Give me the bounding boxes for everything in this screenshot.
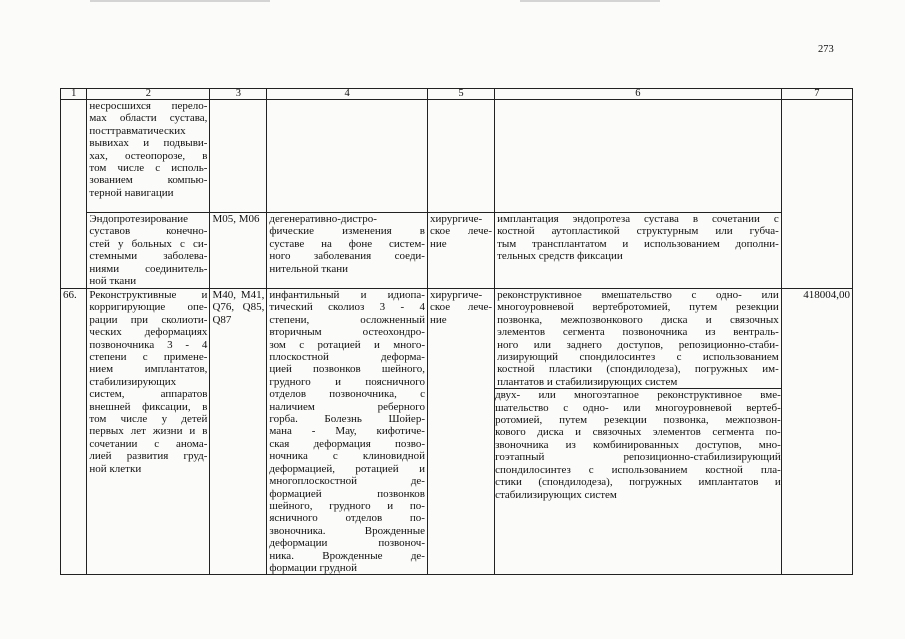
- header-cell-1: 1: [61, 89, 87, 100]
- text-line: плоскостной деформа-: [269, 351, 425, 364]
- text-line: позвоночника 3 - 4: [89, 338, 208, 351]
- text-line: тический сколиоз 3 - 4: [269, 301, 425, 314]
- text-line: звоночника из комбинированных доступов, мно-: [495, 438, 781, 451]
- text-line: нием имплантатов,: [89, 363, 208, 376]
- text-line: вывихах и подвыви-: [89, 137, 208, 150]
- text-line: нительной ткани: [269, 262, 348, 275]
- text-line: хах, остеопорозе, в: [89, 149, 208, 162]
- text-line: ника. Врожденные де-: [269, 549, 425, 562]
- text-line: реконструктивное вмешательство с одно- или: [497, 289, 779, 301]
- cell-number: 66.: [61, 289, 87, 575]
- text-line: ного или заднего доступов, репозиционно-стаби-: [497, 338, 779, 351]
- cell-treatment: [427, 213, 494, 289]
- text-line: степени, осложненный: [269, 313, 425, 326]
- cell-treatment: [427, 289, 494, 575]
- text-line: отделов позвоночника, с: [269, 388, 425, 401]
- text-line: ние: [429, 313, 447, 326]
- header-cell-3: 3: [210, 89, 267, 100]
- text-line: M40, M41,: [212, 289, 265, 301]
- cell-treatment: [427, 100, 494, 213]
- text-line: плантатов и стабилизирующих систем: [497, 375, 678, 388]
- method-block-multi-stage: [495, 388, 782, 501]
- text-line: рации при сколиоти-: [89, 313, 208, 326]
- table-row-continuation: [61, 100, 853, 213]
- text-line: лией развития груд-: [89, 450, 208, 463]
- text-line: стемными заболева-: [89, 250, 208, 263]
- cell-cost: 418004,00: [781, 289, 852, 575]
- text-line: дегенеративно-дистро-: [269, 213, 377, 225]
- header-row: [61, 89, 853, 100]
- header-cell-7: 7: [781, 89, 852, 100]
- text-line: ние: [429, 237, 447, 250]
- text-line: первых лет жизни и в: [89, 425, 208, 438]
- text-line: многоплоскостной де-: [269, 475, 425, 488]
- text-line: ская деформация позво-: [269, 437, 425, 450]
- text-line: том числе с исполь-: [89, 162, 208, 175]
- text-line: ское лече-: [429, 225, 493, 238]
- cell-codes: M05, M06: [210, 213, 267, 289]
- text-line: двух- или многоэтапное реконструктивное вме-: [495, 389, 781, 402]
- text-line: имплантация эндопротеза сустава в сочетании с: [497, 213, 779, 225]
- text-line: посттравматических: [89, 124, 186, 137]
- text-line: зом с ротацией и много-: [269, 338, 425, 351]
- cell-cost: [781, 100, 852, 289]
- text-line: костной пластики (спондилодеза), погружных им-: [497, 363, 779, 376]
- cell-method: [495, 289, 782, 575]
- text-line: наличием реберного: [269, 400, 425, 413]
- text-line: терной навигации: [89, 186, 174, 199]
- text-line: тельных средств фиксации: [497, 250, 623, 263]
- text-line: несросшихся перело-: [89, 100, 208, 112]
- cell-model: [267, 100, 428, 213]
- header-cell-2: 2: [87, 89, 210, 100]
- text-line: Q76, Q85,: [212, 301, 265, 314]
- services-table: [60, 88, 853, 575]
- cell-codes: [210, 289, 267, 575]
- text-line: горба. Болезнь Шойер-: [269, 413, 425, 426]
- text-line: ское лече-: [429, 301, 493, 314]
- text-line: вторичным остеохондро-: [269, 326, 425, 339]
- text-line: ческих деформациях: [89, 326, 208, 339]
- text-line: ясничного отделов по-: [269, 512, 425, 525]
- text-line: систем, аппаратов: [89, 388, 208, 401]
- text-line: тым трансплантатом и использованием дополни-: [497, 237, 779, 250]
- text-line: многоуровневой вертебротомией, путем резекции: [497, 301, 779, 314]
- text-line: звоночника. Врожденные: [269, 524, 425, 537]
- header-cell-4: 4: [267, 89, 428, 100]
- text-line: гоэтапный репозиционно-стабилизирующий: [495, 451, 781, 464]
- cell-model: [267, 213, 428, 289]
- text-line: формацией позвонков: [269, 487, 425, 500]
- cell-name: [87, 213, 210, 289]
- text-line: шейного, грудного и по-: [269, 499, 425, 512]
- header-cell-5: 5: [427, 89, 494, 100]
- text-line: деформацией, ротацией и: [269, 462, 425, 475]
- text-line: суставов конечно-: [89, 225, 208, 238]
- text-line: ротомией, путем резекции позвонка, межпозвон-: [495, 414, 781, 427]
- text-line: степени с примене-: [89, 351, 208, 364]
- text-line: стей у больных с си-: [89, 237, 208, 250]
- text-line: ночника с клиновидной: [269, 450, 425, 463]
- text-line: стабилизирующих: [89, 375, 177, 388]
- text-line: деформации позвоноч-: [269, 537, 425, 550]
- text-line: хирургиче-: [429, 289, 483, 301]
- text-line: элементов сегмента позвоночника из вентраль-: [497, 326, 779, 339]
- cell-method: [495, 213, 782, 289]
- scan-artifact: [520, 0, 660, 2]
- cell-name: [87, 100, 210, 213]
- text-line: зованием компью-: [89, 174, 208, 187]
- table-row-endoprosthetics: [61, 213, 853, 289]
- text-line: позвонка, межпозвонкового диска и связочных: [497, 313, 779, 326]
- cell-name: [87, 289, 210, 575]
- text-line: формации грудной: [269, 561, 358, 574]
- cell-model: [267, 289, 428, 575]
- text-line: внешней фиксации, в: [89, 400, 208, 413]
- text-line: лизирующий спондилосинтез с использованием: [497, 351, 779, 364]
- text-line: спондилосинтез с использованием костной пла-: [495, 463, 781, 476]
- text-line: инфантильный и идиопа-: [269, 289, 425, 301]
- text-line: ного заболевания соеди-: [269, 250, 425, 263]
- cell-codes: [210, 100, 267, 213]
- text-line: стики (спондилодеза), погружных имплантатов и: [495, 476, 781, 489]
- text-line: мана - Мау, кифотиче-: [269, 425, 425, 438]
- text-line: цией позвонков шейного,: [269, 363, 425, 376]
- cell-method: [495, 100, 782, 213]
- text-line: костной аутопластикой структурным или губча-: [497, 225, 779, 238]
- text-line: шательство с одно- или многоуровневой вертеб-: [495, 401, 781, 414]
- text-line: суставе на фоне систем-: [269, 237, 425, 250]
- text-line: грудного и поясничного: [269, 375, 425, 388]
- text-line: корригирующие опе-: [89, 301, 208, 314]
- scan-artifact: [90, 0, 270, 2]
- text-line: Эндопротезирование: [89, 213, 189, 225]
- text-line: ной ткани: [89, 275, 137, 288]
- header-cell-6: 6: [495, 89, 782, 100]
- text-line: ниями соединитель-: [89, 262, 208, 275]
- text-line: ной клетки: [89, 462, 142, 475]
- text-line: хирургиче-: [429, 213, 483, 225]
- table-row-66: [61, 289, 853, 575]
- text-line: Q87: [212, 313, 232, 326]
- text-line: том числе у детей: [89, 413, 208, 426]
- text-line: фические изменения в: [269, 225, 425, 238]
- cell-number: [61, 100, 87, 289]
- method-block-single-stage: [495, 289, 781, 388]
- text-line: кового диска и связочных элементов сегмента по-: [495, 426, 781, 439]
- text-line: мах области сустава,: [89, 112, 208, 125]
- page-number: 273: [818, 44, 834, 55]
- text-line: сочетании с анома-: [89, 437, 208, 450]
- text-line: стабилизирующих систем: [495, 488, 617, 501]
- text-line: Реконструктивные и: [89, 289, 208, 301]
